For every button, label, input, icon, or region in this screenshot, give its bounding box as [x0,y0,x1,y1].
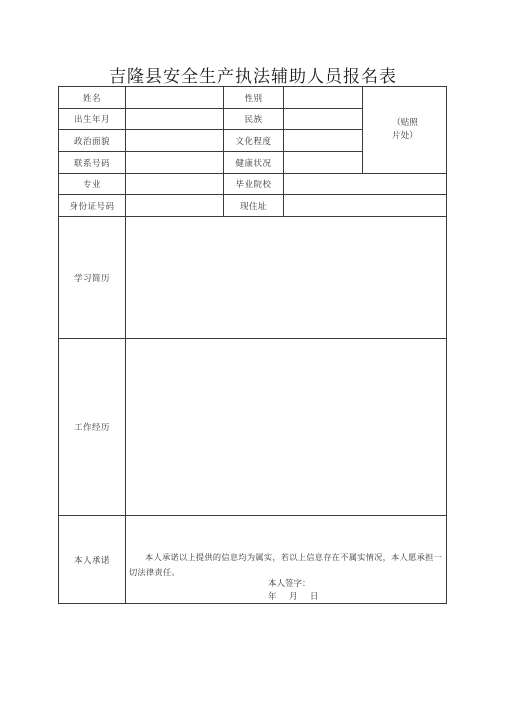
value-health[interactable] [284,152,362,173]
signature-date[interactable]: 年 月 日 [268,592,321,602]
label-ethnicity: 民族 [244,115,263,125]
label-study-history: 学习简历 [73,273,110,284]
label-gender: 性别 [244,93,263,104]
value-political-status[interactable] [126,130,223,151]
value-major[interactable] [126,174,223,194]
form-title: 吉隆县安全生产执法辅助人员报名表 [109,67,397,87]
label-name: 姓名 [82,93,101,104]
value-phone[interactable] [126,152,223,173]
label-work-history: 工作经历 [73,423,110,433]
label-political-status: 政治面貌 [73,136,110,147]
value-education[interactable] [284,130,362,151]
photo-label-line1: （贴照 [392,118,418,128]
label-id-number: 身份证号码 [69,201,115,212]
pledge-statement: 本人承诺以上提供的信息均为属实，若以上信息存在不属实情况，本人愿承担一切法律责任。 [129,552,443,577]
photo-placeholder[interactable] [362,87,448,173]
value-study-history[interactable] [126,217,446,338]
label-phone: 联系号码 [73,158,110,169]
label-pledge: 本人承诺 [73,555,110,566]
label-education: 文化程度 [235,136,272,147]
value-address[interactable] [284,195,446,216]
label-school: 毕业院校 [235,180,272,190]
value-ethnicity[interactable] [284,109,362,129]
label-major: 专业 [82,180,101,190]
label-address: 现住址 [239,201,267,212]
value-work-history[interactable] [126,339,446,515]
value-name[interactable] [126,87,223,108]
label-health: 健康状况 [235,158,272,169]
registration-form-table [58,86,447,604]
label-birth: 出生年月 [73,115,110,125]
value-school[interactable] [284,174,446,194]
value-birth[interactable] [126,109,223,129]
signature-label[interactable]: 本人签字： [268,579,311,589]
photo-label-line2: 片处） [392,131,418,141]
value-id-number[interactable] [126,195,223,216]
value-gender[interactable] [284,87,362,108]
